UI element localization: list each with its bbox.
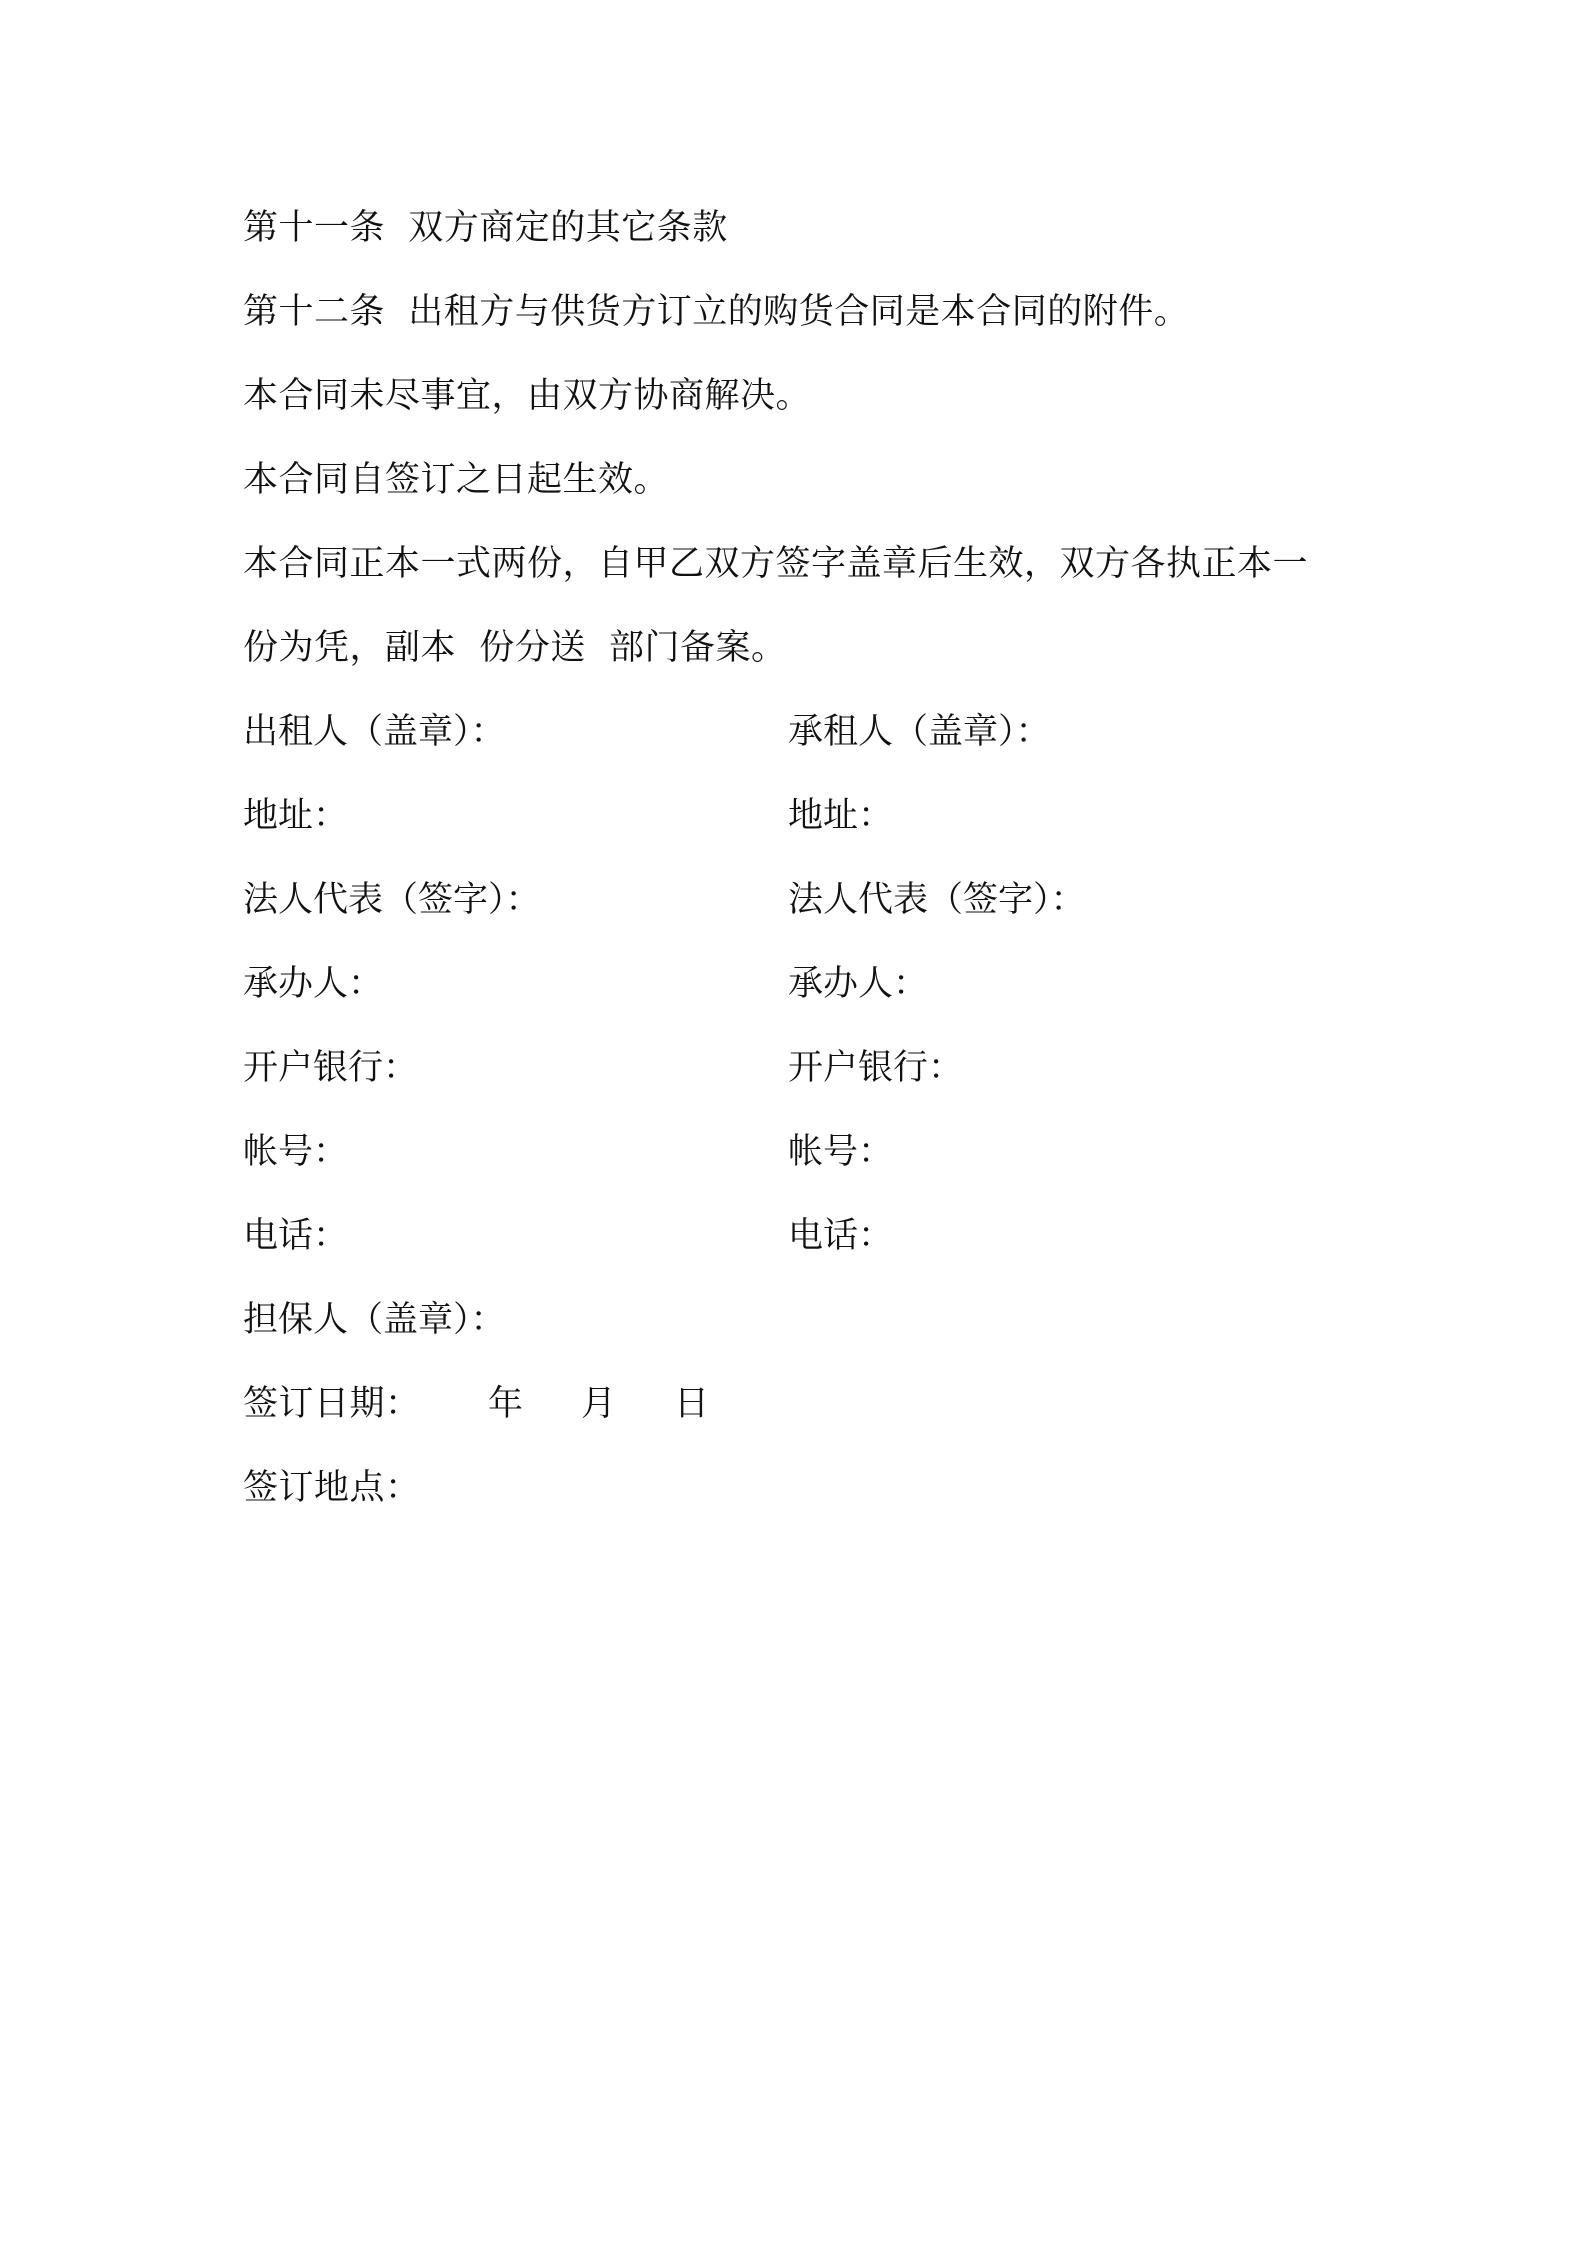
- lessee-handler-label: 承办人：: [788, 964, 929, 1004]
- signing-date-month: 月: [581, 1384, 617, 1424]
- lessor-legal-rep-label: 法人代表（签字）：: [243, 880, 541, 920]
- lessee-address-label: 地址：: [788, 796, 894, 836]
- guarantor-seal-label: 担保人（盖章）：: [243, 1300, 506, 1340]
- lessor-bank-label: 开户银行：: [243, 1048, 419, 1088]
- signing-date-year: 年: [488, 1384, 524, 1424]
- signature-row-legal-rep: [243, 870, 1403, 954]
- contract-body: [243, 198, 1403, 1542]
- signing-date-line: [243, 1374, 1403, 1458]
- signature-row-address: [243, 786, 1403, 870]
- signature-row-account: [243, 1122, 1403, 1206]
- lessee-phone-label: 电话：: [788, 1216, 894, 1256]
- clause-eleven: 第十一条 双方商定的其它条款: [243, 208, 728, 248]
- signing-date-label: 签订日期：: [243, 1384, 421, 1424]
- lessee-legal-rep-label: 法人代表（签字）：: [788, 880, 1086, 920]
- copies-clause-line-2: 份为凭，副本 份分送 部门备案。: [243, 628, 787, 668]
- lessee-bank-label: 开户银行：: [788, 1048, 964, 1088]
- copies-clause-line-1: 本合同正本一式两份，自甲乙双方签字盖章后生效，双方各执正本一: [243, 544, 1309, 584]
- lessor-phone-label: 电话：: [243, 1216, 349, 1256]
- signing-place-label: 签订地点：: [243, 1468, 421, 1508]
- lessor-seal-label: 出租人（盖章）：: [243, 712, 506, 752]
- signature-row-bank: [243, 1038, 1403, 1122]
- unresolved-matters-clause: 本合同未尽事宜，由双方协商解决。: [243, 376, 812, 416]
- clause-twelve: 第十二条 出租方与供货方订立的购货合同是本合同的附件。: [243, 292, 1190, 332]
- signature-row-handler: [243, 954, 1403, 1038]
- lessor-address-label: 地址：: [243, 796, 349, 836]
- lessee-seal-label: 承租人（盖章）：: [788, 712, 1051, 752]
- signing-date-day: 日: [674, 1384, 710, 1424]
- lessor-handler-label: 承办人：: [243, 964, 384, 1004]
- lessee-account-label: 帐号：: [788, 1132, 894, 1172]
- signature-row-phone: [243, 1206, 1403, 1290]
- lessor-account-label: 帐号：: [243, 1132, 349, 1172]
- signature-row-guarantor: [243, 1290, 1403, 1374]
- signature-row-party: [243, 702, 1403, 786]
- effective-date-clause: 本合同自签订之日起生效。: [243, 460, 670, 500]
